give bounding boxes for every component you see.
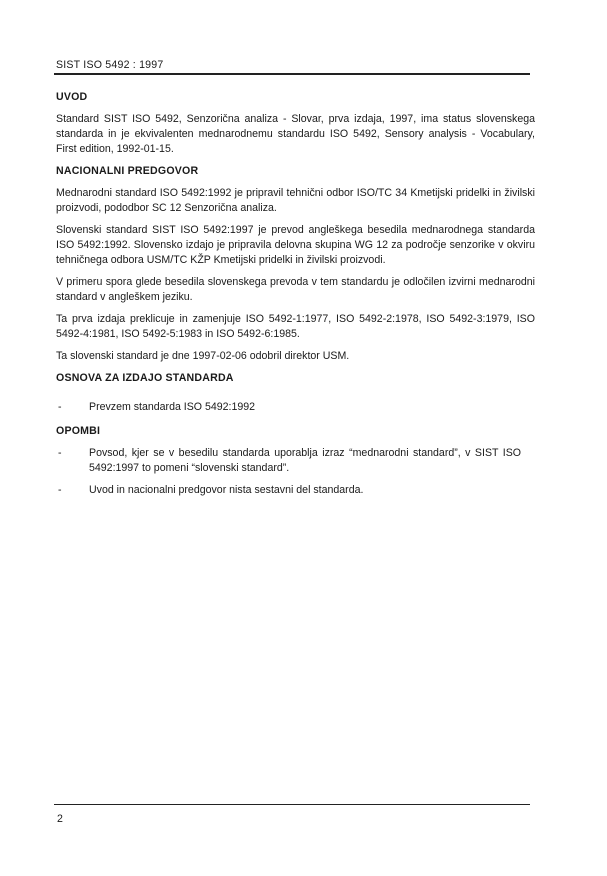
header-rule [54, 73, 530, 75]
heading-osnova: OSNOVA ZA IZDAJO STANDARDA [56, 372, 234, 384]
paragraph: Standard SIST ISO 5492, Senzorična analiza - Slovar, prva izdaja, 1997, ima status slovenskega standarda in je ekvivalenten mednarodnemu standardu ISO 5492, Sensory analysis - Vocabulary, First edition, 1992-01-15. [56, 113, 535, 155]
paragraph: Mednarodni standard ISO 5492:1992 je pripravil tehnični odbor ISO/TC 34 Kmetijski pridelki in živilski proizvodi, pododbor SC 12 Senzorična analiza. [56, 187, 535, 214]
list-item [56, 446, 535, 476]
footer-rule [54, 804, 530, 805]
list-item-text: Prevzem standarda ISO 5492:1992 [89, 401, 256, 413]
page-number: 2 [57, 813, 63, 825]
list-item [56, 400, 535, 415]
list-item-text: Povsod, kjer se v besedilu standarda uporablja izraz “mednarodni standard”, v SIST ISO 5492:1997 to pomeni “slovenski standard”. [89, 447, 521, 474]
paragraph: V primeru spora glede besedila slovenskega prevoda v tem standardu je odločilen izvirni mednarodni standard v angleškem jeziku. [56, 276, 535, 303]
bullet-dash: - [58, 484, 62, 496]
heading-nacionalni-predgovor: NACIONALNI PREDGOVOR [56, 165, 199, 177]
bullet-dash: - [58, 447, 62, 459]
paragraph: Slovenski standard SIST ISO 5492:1997 je prevod angleškega besedila mednarodnega standarda ISO 5492:1992. Slovensko izdajo je pripravila delovna skupina WG 12 za področje senzorike v okviru tehničnega odbora USM/TC KŽP Kmetijski pridelki in živilski proizvodi. [56, 224, 535, 266]
paragraph: Ta prva izdaja preklicuje in zamenjuje ISO 5492-1:1977, ISO 5492-2:1978, ISO 5492-3:1979, ISO 5492-4:1981, ISO 5492-5:1983 in ISO 5492-6:1985. [56, 313, 535, 340]
paragraph: Ta slovenski standard je dne 1997-02-06 odobril direktor USM. [56, 350, 350, 362]
document-header: SIST ISO 5492 : 1997 [56, 59, 164, 71]
heading-opombi: OPOMBI [56, 425, 101, 437]
heading-uvod: UVOD [56, 91, 88, 103]
bullet-dash: - [58, 401, 62, 413]
list-item-text: Uvod in nacionalni predgovor nista sestavni del standarda. [89, 484, 364, 496]
list-item [56, 483, 535, 498]
